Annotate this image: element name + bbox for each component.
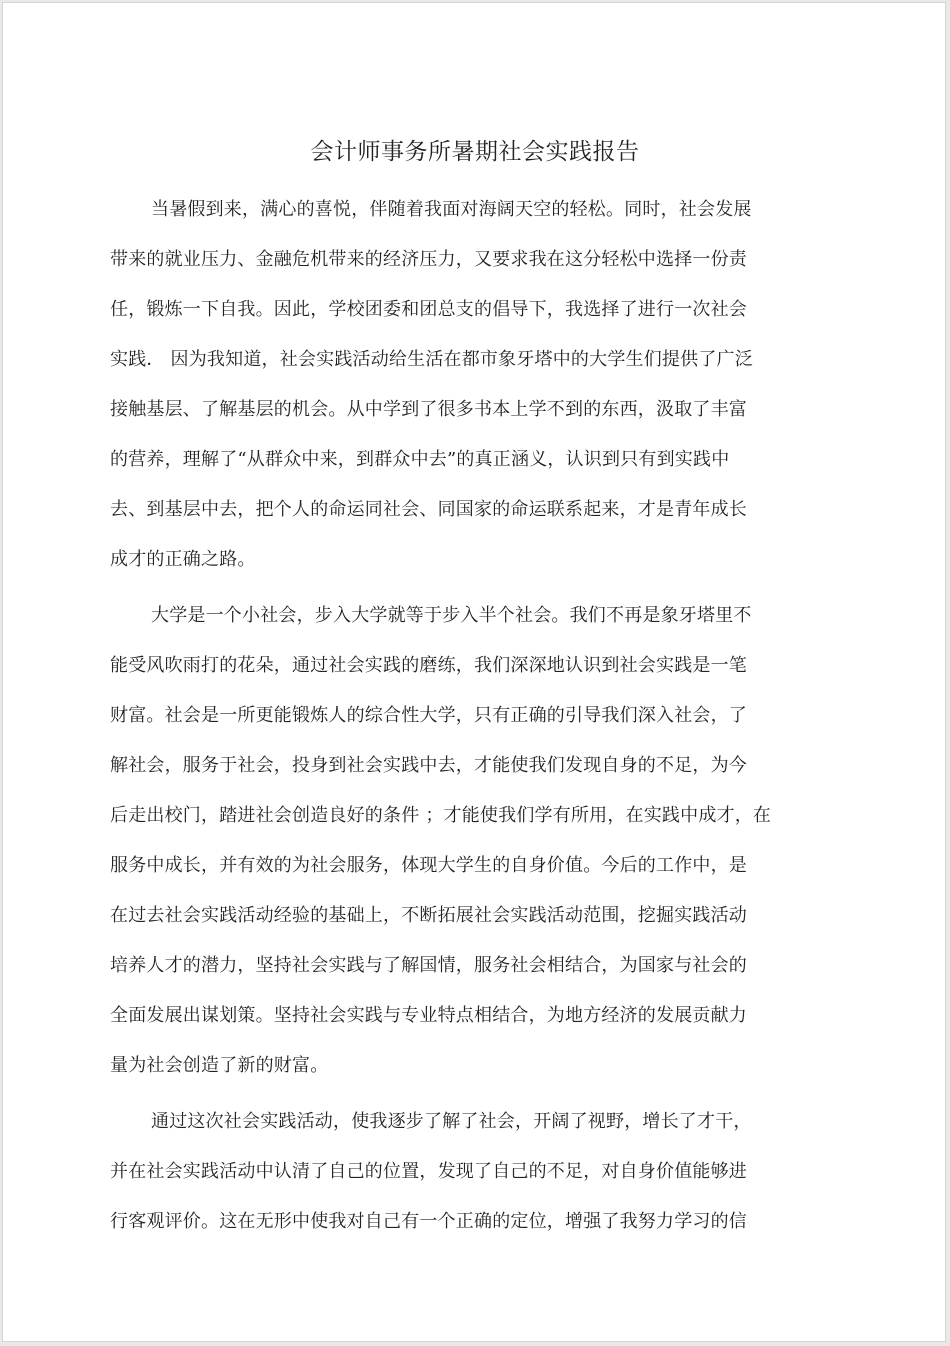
paragraph-line: 服务中成长，并有效的为社会服务，体现大学生的自身价值。今后的工作中，是: [110, 855, 747, 876]
paragraph-line: 实践． 因为我知道，社会实践活动给生活在都市象牙塔中的大学生们提供了广泛: [110, 349, 753, 370]
paragraph-line: 通过这次社会实践活动，使我逐步了解了社会，开阔了视野，增长了才干，: [151, 1111, 752, 1132]
paragraph-line: 后走出校门，踏进社会创造良好的条件 ；才能使我们学有所用，在实践中成才，在: [110, 805, 772, 826]
paragraph-line: 行客观评价。这在无形中使我对自己有一个正确的定位，增强了我努力学习的信: [110, 1211, 747, 1232]
document-page: [2, 2, 946, 1342]
paragraph-line: 能受风吹雨打的花朵，通过社会实践的磨练，我们深深地认识到社会实践是一笔: [110, 655, 747, 676]
paragraph-line: 培养人才的潜力，坚持社会实践与了解国情，服务社会相结合，为国家与社会的: [110, 955, 747, 976]
paragraph-line: 解社会，服务于社会，投身到社会实践中去，才能使我们发现自身的不足，为今: [110, 755, 747, 776]
paragraph-line: 的营养，理解了“从群众中来，到群众中去”的真正涵义，认识到只有到实践中: [110, 449, 730, 470]
paragraph-line: 成才的正确之路。: [110, 549, 256, 570]
paragraph-line: 全面发展出谋划策。坚持社会实践与专业特点相结合，为地方经济的发展贡献力: [110, 1005, 747, 1026]
paragraph-line: 当暑假到来，满心的喜悦，伴随着我面对海阔天空的轻松。同时，社会发展: [151, 199, 752, 220]
document-title: 会计师事务所暑期社会实践报告: [310, 139, 640, 165]
paragraph-line: 任，锻炼一下自我。因此，学校团委和团总支的倡导下，我选择了进行一次社会: [110, 299, 747, 320]
paragraph-line: 大学是一个小社会，步入大学就等于步入半个社会。我们不再是象牙塔里不: [151, 605, 752, 626]
paragraph-line: 去、到基层中去，把个人的命运同社会、同国家的命运联系起来，才是青年成长: [110, 499, 747, 520]
paragraph-line: 量为社会创造了新的财富。: [110, 1055, 329, 1076]
paragraph-line: 带来的就业压力、金融危机带来的经济压力，又要求我在这分轻松中选择一份责: [110, 249, 747, 270]
paragraph-line: 并在社会实践活动中认清了自己的位置，发现了自己的不足，对自身价值能够进: [110, 1161, 747, 1182]
paragraph-line: 在过去社会实践活动经验的基础上，不断拓展社会实践活动范围，挖掘实践活动: [110, 905, 747, 926]
paragraph-line: 接触基层、了解基层的机会。从中学到了很多书本上学不到的东西，汲取了丰富: [110, 399, 747, 420]
paragraph-line: 财富。社会是一所更能锻炼人的综合性大学，只有正确的引导我们深入社会，了: [110, 705, 747, 726]
